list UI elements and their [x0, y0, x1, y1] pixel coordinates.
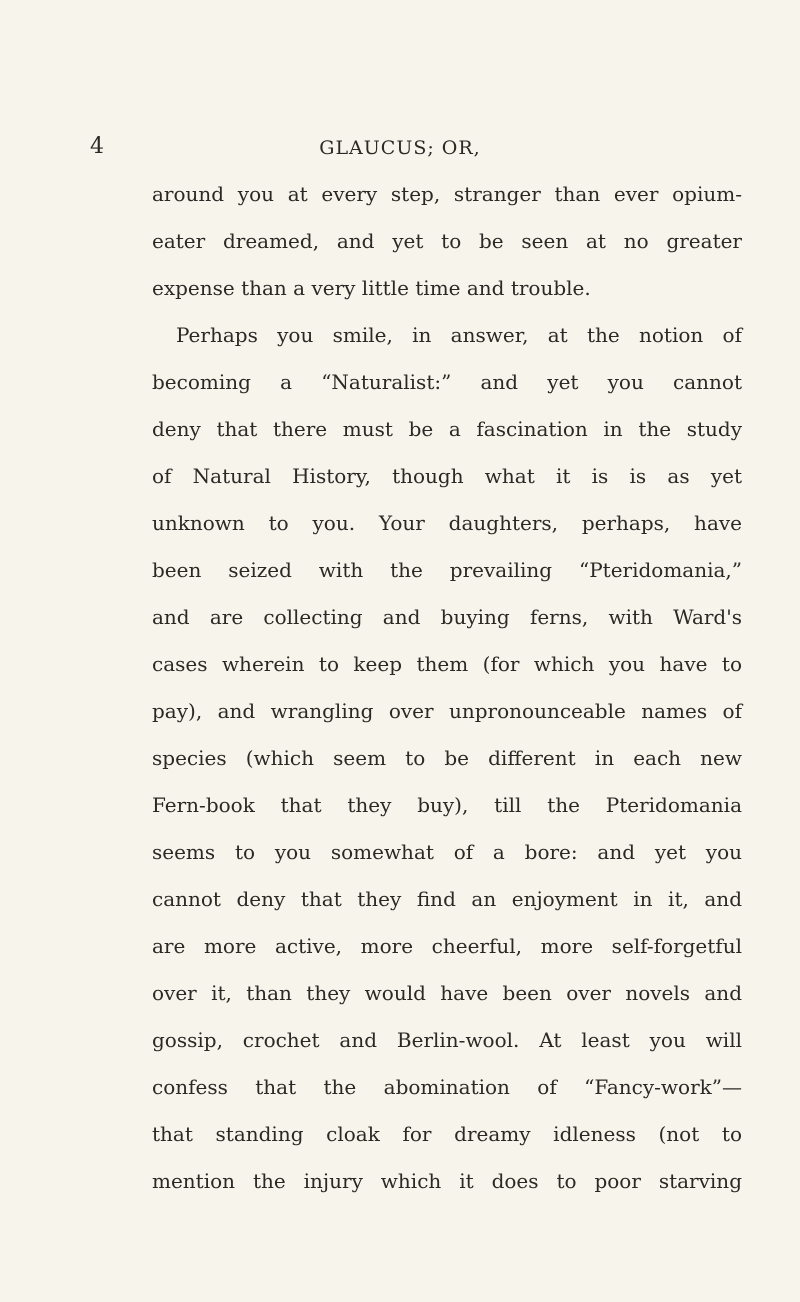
text-line: mention the injury which it does to poor starving	[152, 1169, 742, 1193]
text-line: eater dreamed, and yet to be seen at no greater	[152, 229, 742, 253]
text-line: and are collecting and buying ferns, with Ward's	[152, 605, 742, 629]
text-line: are more active, more cheerful, more self-forgetful	[152, 934, 742, 958]
text-line: deny that there must be a fascination in the study	[152, 417, 742, 441]
text-line: confess that the abomination of “Fancy-work”—	[152, 1075, 742, 1099]
text-line: Fern-book that they buy), till the Pteridomania	[152, 793, 742, 817]
text-line: around you at every step, stranger than ever opium-	[152, 182, 742, 206]
text-line: pay), and wrangling over unpronounceable names of	[152, 699, 742, 723]
text-line: that standing cloak for dreamy idleness (not to	[152, 1122, 742, 1146]
text-line: cases wherein to keep them (for which you have to	[152, 652, 742, 676]
text-line: seems to you somewhat of a bore: and yet you	[152, 840, 742, 864]
text-line: expense than a very little time and trouble.	[152, 276, 591, 300]
text-line: been seized with the prevailing “Pteridomania,”	[152, 558, 742, 582]
text-line: cannot deny that they find an enjoyment in it, and	[152, 887, 742, 911]
text-line: unknown to you. Your daughters, perhaps, have	[152, 511, 742, 535]
text-line: over it, than they would have been over novels and	[152, 981, 742, 1005]
running-title: GLAUCUS; OR,	[319, 137, 481, 159]
text-line: gossip, crochet and Berlin-wool. At least you will	[152, 1028, 742, 1052]
paragraph-first-line: Perhaps you smile, in answer, at the notion of	[176, 323, 742, 347]
page-number: 4	[90, 134, 104, 159]
text-line: species (which seem to be different in each new	[152, 746, 742, 770]
text-line: becoming a “Naturalist:” and yet you cannot	[152, 370, 742, 394]
text-line: of Natural History, though what it is is as yet	[152, 464, 742, 488]
